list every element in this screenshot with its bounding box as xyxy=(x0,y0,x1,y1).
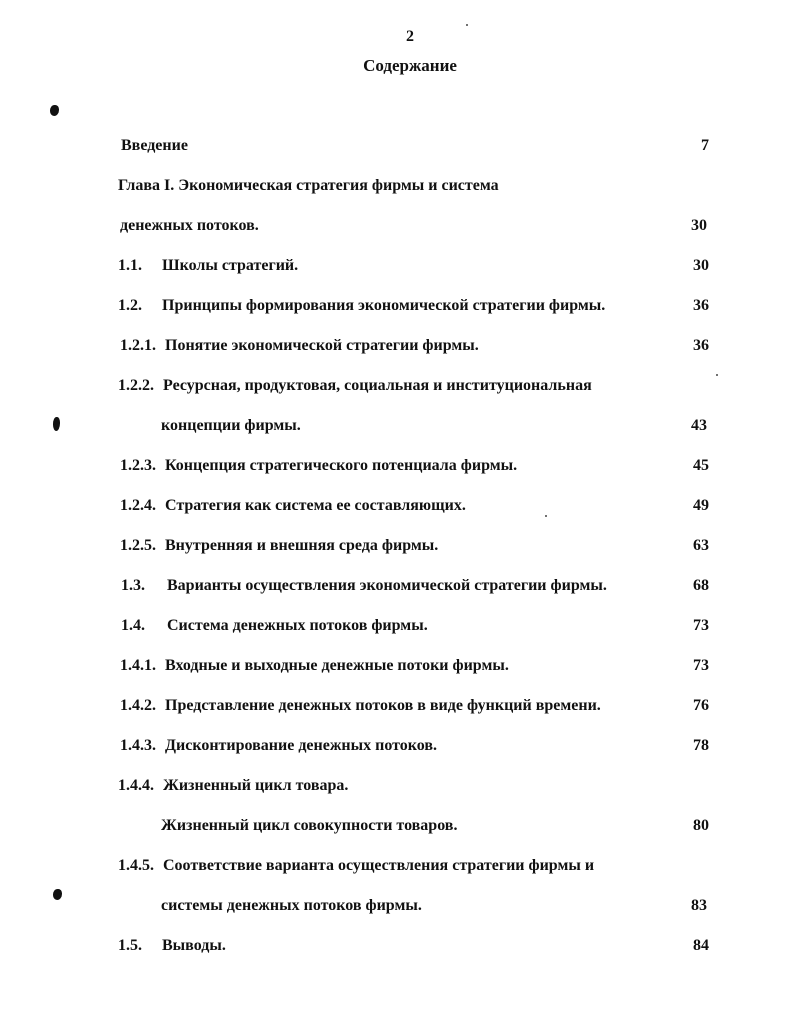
toc-entry-text: Система денежных потоков фирмы. xyxy=(167,617,428,634)
toc-entry-page: 43 xyxy=(691,417,707,434)
toc-entry-1-4-4-cont xyxy=(0,814,795,838)
toc-entry-number: 1.4.4. xyxy=(118,777,154,794)
toc-entry-page: 68 xyxy=(693,577,709,594)
page-title: Содержание xyxy=(363,56,457,75)
toc-entry-number: 1.4.5. xyxy=(118,857,154,874)
toc-entry-1-2-1 xyxy=(0,334,795,358)
toc-entry-number: 1.2.4. xyxy=(120,497,156,514)
toc-entry-text: Принципы формирования экономической стратегии фирмы. xyxy=(162,297,606,314)
toc-entry-text: Входные и выходные денежные потоки фирмы. xyxy=(165,657,509,674)
toc-entry-text: Школы стратегий. xyxy=(162,257,299,274)
toc-entry-1-1 xyxy=(0,254,795,278)
toc-entry-number: 1.4.1. xyxy=(120,657,156,674)
toc-entry-page: 36 xyxy=(693,337,709,354)
toc-entry-1-4-2 xyxy=(0,694,795,718)
toc-entry-text: Ресурсная, продуктовая, социальная и институциональная xyxy=(163,377,592,394)
toc-entry-text: Стратегия как система ее составляющих. xyxy=(165,497,466,514)
toc-entry-1-3 xyxy=(0,574,795,598)
toc-entry-number: 1.3. xyxy=(121,577,145,594)
toc-entry-text: Введение xyxy=(121,137,188,154)
toc-entry-page: 63 xyxy=(693,537,709,554)
toc-entry-1-2 xyxy=(0,294,795,318)
toc-entry-text: Жизненный цикл совокупности товаров. xyxy=(161,817,458,834)
toc-entry-1-2-2 xyxy=(0,374,795,398)
toc-entry-page: 73 xyxy=(693,617,709,634)
toc-entry-page: 76 xyxy=(693,697,709,714)
scan-speck xyxy=(545,515,547,517)
toc-entry-page: 7 xyxy=(701,137,709,154)
toc-entry-page: 45 xyxy=(693,457,709,474)
toc-entry-number: 1.5. xyxy=(118,937,142,954)
toc-entry-1-4-4 xyxy=(0,774,795,798)
toc-entry-page: 49 xyxy=(693,497,709,514)
toc-entry-text: Концепция стратегического потенциала фирмы. xyxy=(165,457,518,474)
toc-entry-page: 73 xyxy=(693,657,709,674)
scan-speck xyxy=(466,24,468,26)
toc-entry-page: 36 xyxy=(693,297,709,314)
toc-entry-number: 1.4.3. xyxy=(120,737,156,754)
toc-entry-page: 80 xyxy=(693,817,709,834)
page-number: 2 xyxy=(406,28,414,45)
toc-entry-number: 1.4.2. xyxy=(120,697,156,714)
toc-entry-1-5 xyxy=(0,934,795,958)
toc-entry-page: 83 xyxy=(691,897,707,914)
toc-entry-1-4 xyxy=(0,614,795,638)
toc-entry-number: 1.2. xyxy=(118,297,142,314)
toc-entry-1-4-3 xyxy=(0,734,795,758)
toc-entry-number: 1.2.5. xyxy=(120,537,156,554)
toc-entry-text: Глава I. Экономическая стратегия фирмы и система xyxy=(118,177,499,194)
toc-entry-number: 1.2.1. xyxy=(120,337,156,354)
toc-entry-number: 1.1. xyxy=(118,257,142,274)
toc-entry-text: Понятие экономической стратегии фирмы. xyxy=(165,337,479,354)
toc-entry-text: Соответствие варианта осуществления стратегии фирмы и xyxy=(163,857,595,874)
toc-entry-introduction xyxy=(0,134,795,158)
toc-entry-1-4-5 xyxy=(0,854,795,878)
toc-entry-text: Дисконтирование денежных потоков. xyxy=(165,737,438,754)
toc-entry-text: денежных потоков. xyxy=(120,217,259,234)
toc-entry-text: Внутренняя и внешняя среда фирмы. xyxy=(165,537,439,554)
toc-entry-text: Варианты осуществления экономической стратегии фирмы. xyxy=(167,577,607,594)
toc-entry-1-2-5 xyxy=(0,534,795,558)
toc-entry-number: 1.4. xyxy=(121,617,145,634)
toc-entry-text: Жизненный цикл товара. xyxy=(163,777,349,794)
toc-entry-page: 84 xyxy=(693,937,709,954)
toc-entry-chapter-1 xyxy=(0,174,795,198)
toc-entry-page: 78 xyxy=(693,737,709,754)
toc-entry-1-2-3 xyxy=(0,454,795,478)
toc-entry-text: Выводы. xyxy=(162,937,226,954)
toc-entry-chapter-1-cont xyxy=(0,214,795,238)
toc-entry-page: 30 xyxy=(693,257,709,274)
scan-mark-top xyxy=(50,105,59,116)
toc-entry-number: 1.2.2. xyxy=(118,377,154,394)
toc-entry-1-2-4 xyxy=(0,494,795,518)
toc-entry-text: концепции фирмы. xyxy=(161,417,301,434)
toc-entry-text: Представление денежных потоков в виде функций времени. xyxy=(165,697,601,714)
toc-entry-1-2-2-cont xyxy=(0,414,795,438)
toc-entry-1-4-5-cont xyxy=(0,894,795,918)
scan-speck xyxy=(716,374,718,376)
toc-entry-1-4-1 xyxy=(0,654,795,678)
toc-entry-number: 1.2.3. xyxy=(120,457,156,474)
toc-entry-page: 30 xyxy=(691,217,707,234)
toc-entry-text: системы денежных потоков фирмы. xyxy=(161,897,422,914)
